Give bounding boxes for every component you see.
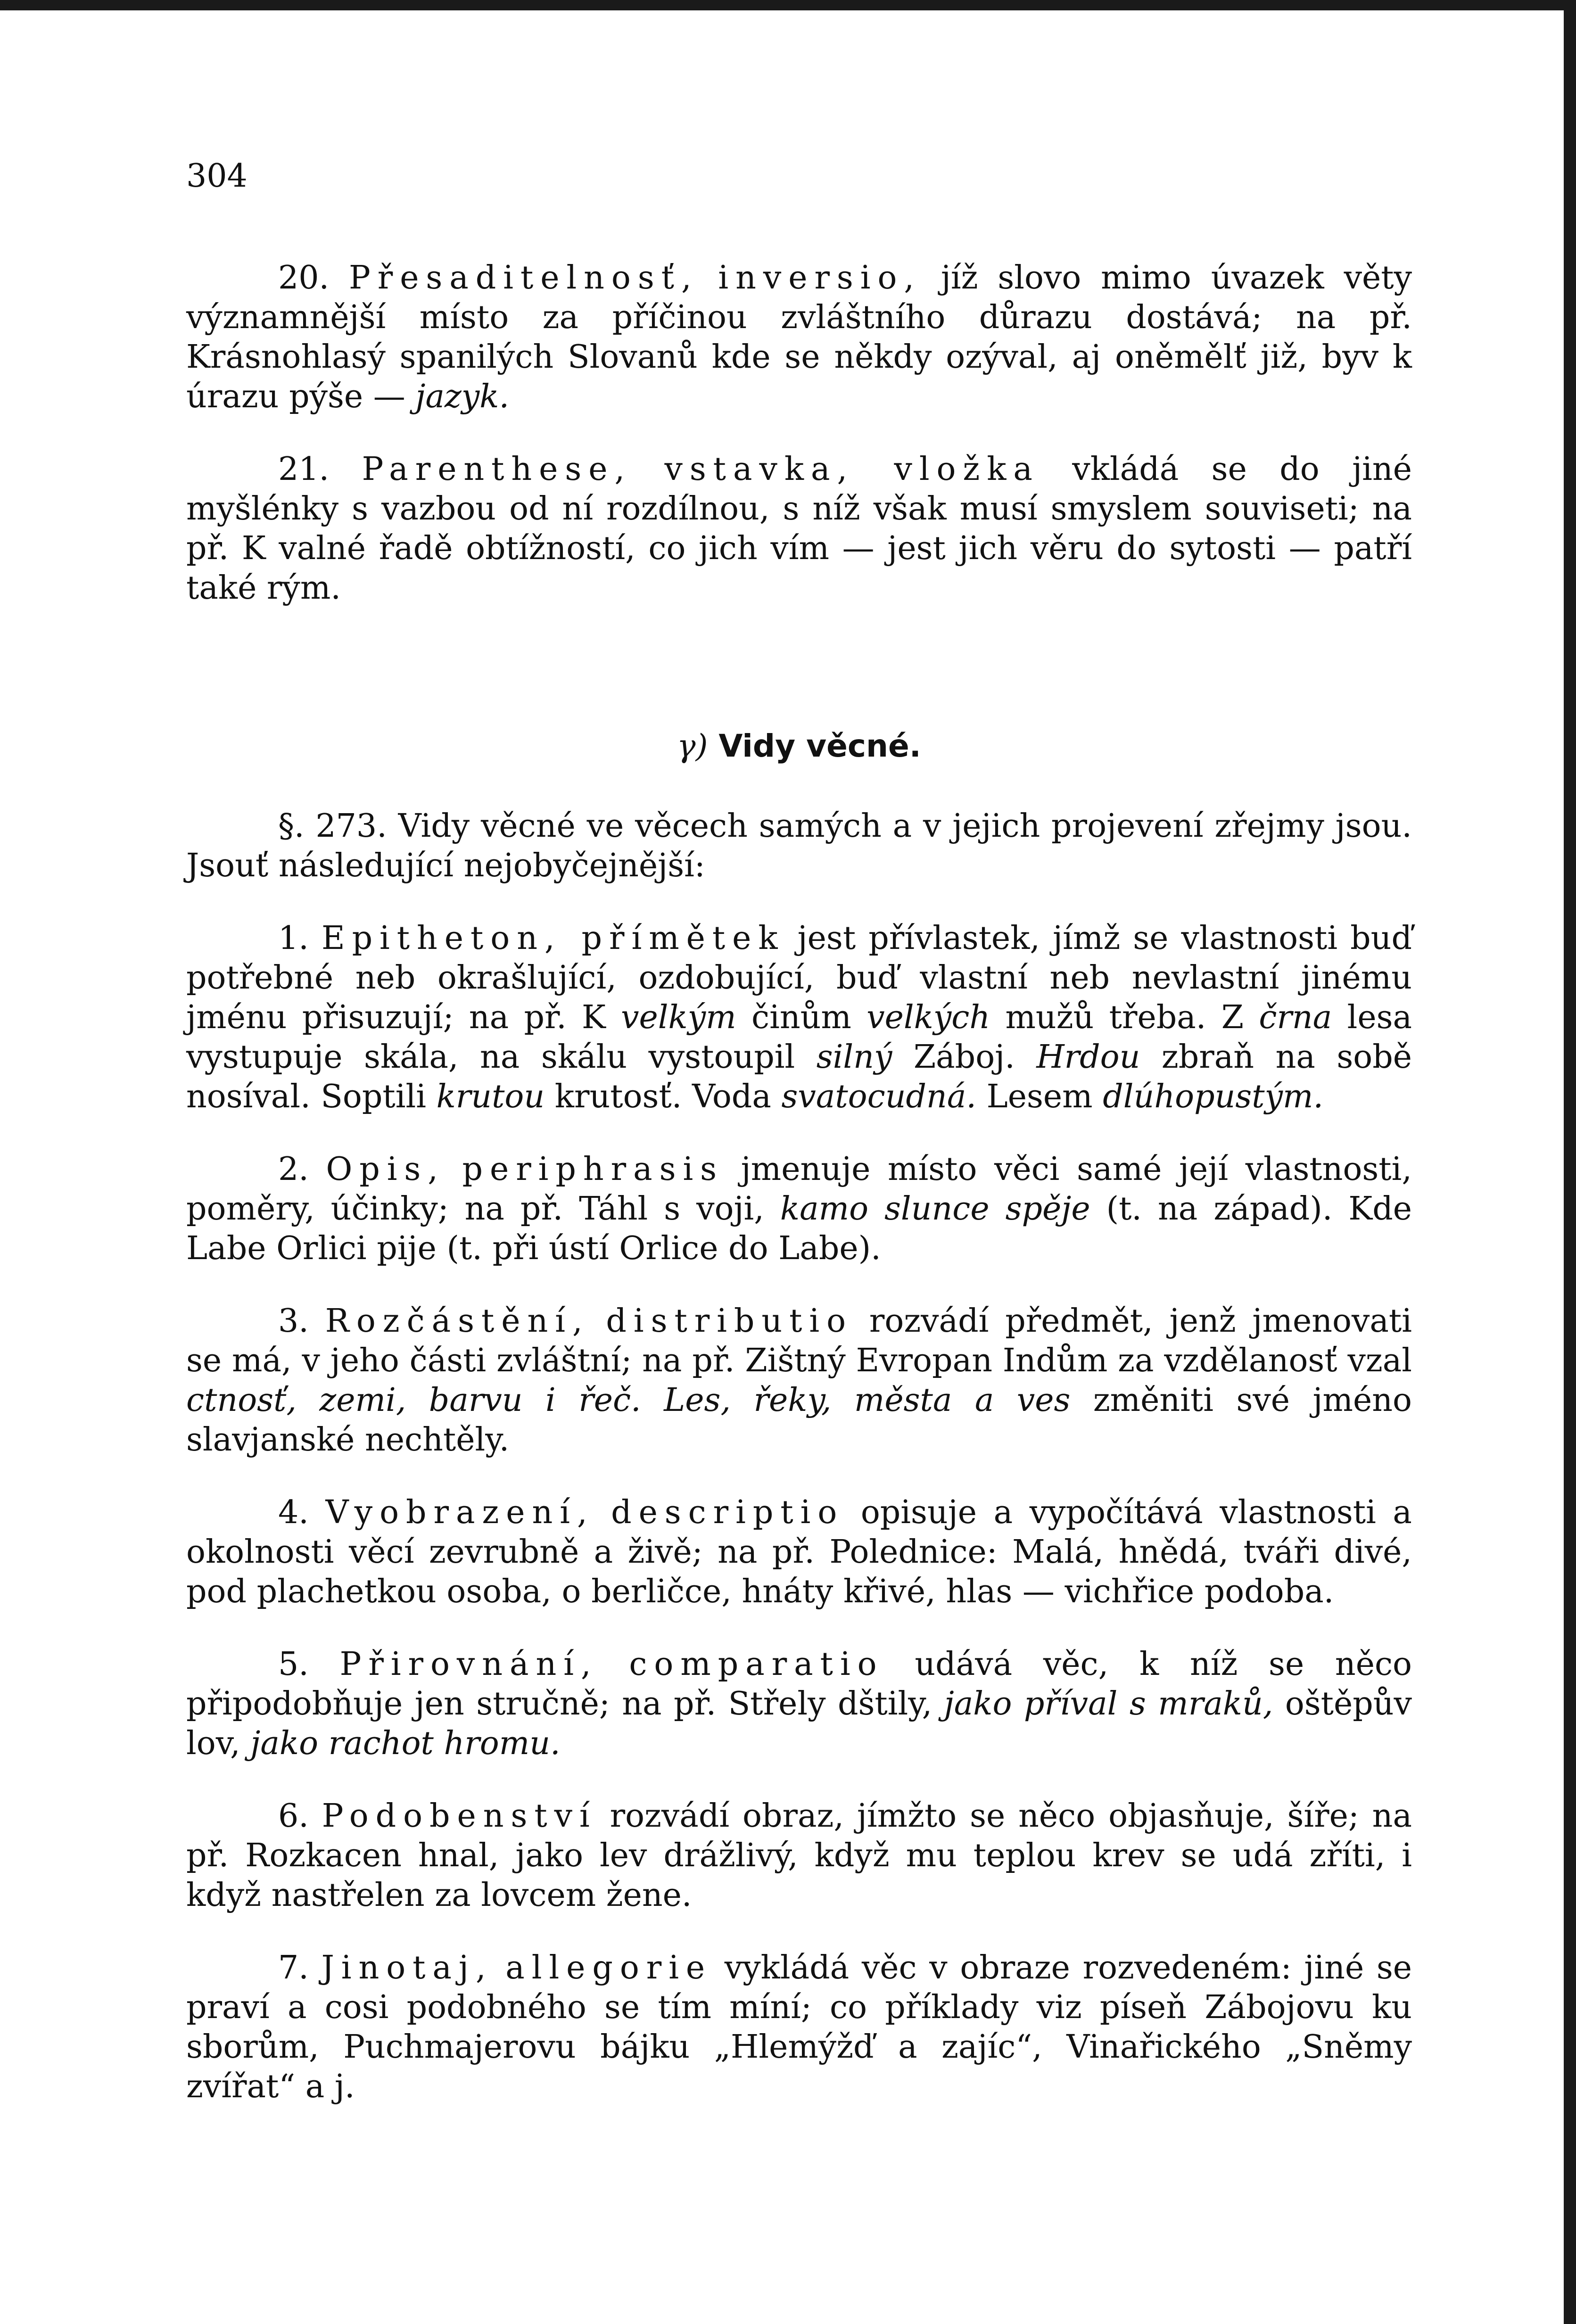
paragraph-21 [186,450,1412,608]
latin-term: periphrasis [462,1151,724,1188]
latin-term: comparatio [629,1646,884,1683]
example-italic: svatocudná. [781,1078,976,1115]
book-page [186,157,1412,2140]
heading-title: Vidy věcné. [718,728,921,764]
page-number: 304 [186,157,248,195]
paragraph-text: rozvádí obraz, jímžto se něco objasňuje, šíře; na př. Rozkacen hnal, jako lev drážlivý, když mu teplou krev se udá zříti, i když nastřelen za lovcem žene. [186,1797,1412,1914]
paragraph-text: vykládá věc v obraze rozvedeném: jiné se praví a cosi podobného se tím míní; co příklady viz píseň Zábojovu ku sborům, Puchmajerovu bájku „Hlemýžď a zajíc“, Vinařického „Sněmy zvířat“ a j. [186,1949,1412,2105]
paragraph-text: jest přívlastek, jímž se vlastnosti buď potřebné neb okrašlující, ozdobující, buď vlastní neb nevlastní jinému jménu přisuzují; na př. K [186,920,1412,1036]
item-number: 4. [278,1494,309,1531]
example-italic: krutou [436,1078,545,1115]
term: Přesaditelnosť, [349,259,699,297]
example-italic: jazyk. [415,378,510,415]
paragraph-text: (t. na západ). Kde Labe Orlici pije (t. při ústí Orlice do Labe). [186,1190,1412,1267]
paragraph-text: Záboj. [913,1038,1015,1076]
item-number: 21. [278,451,330,488]
item-number: 20. [278,259,330,297]
paragraph-text: zbraň na sobě nosíval. Soptili [186,1038,1412,1115]
term: Epitheton, přímětek [321,920,785,957]
paragraph-text: oštěpův lov, [186,1685,1412,1762]
paragraph-4 [186,1493,1412,1612]
paragraph-text: změniti své jméno slavjanské nechtěly. [186,1382,1412,1459]
term: Vyobrazení, [325,1494,594,1531]
item-number: 1. [278,920,309,957]
item-number: 3. [278,1302,309,1340]
item-number: 6. [278,1797,309,1835]
paragraph-20 [186,258,1412,417]
paragraph-2 [186,1150,1412,1269]
term: Jinotaj, [321,1949,493,1986]
item-number: 7. [278,1949,309,1986]
item-number: 5. [278,1646,309,1683]
paragraph-text: činům [751,999,851,1036]
paragraph-text: lesa vystupuje skála, na skálu vystoupil [186,999,1412,1076]
paragraph-text: jíž slovo mimo úvazek věty významnější místo za příčinou zvláštního důrazu dostává; na př. Krásnohlasý spanilých Slovanů kde se někdy ozýval, aj oněmělť již, byv k úrazu pýše — [186,259,1412,415]
paragraph-text: mužů třeba. Z [1005,999,1244,1036]
section-heading [186,728,1412,764]
example-italic: črna [1259,999,1332,1036]
item-number: 2. [278,1151,309,1188]
term: Podobenství [322,1797,597,1835]
example-italic: Hrdou [1036,1038,1140,1076]
paragraph-text: rozvádí předmět, jenž jmenovati se má, v jeho části zvláštní; na př. Zištný Evropan Indům za vzdělanosť vzal [186,1302,1412,1379]
paragraph-text: udává věc, k níž se něco připodobňuje jen stručně; na př. Střely dštily, [186,1646,1412,1722]
paragraph-text: Lesem [986,1078,1093,1115]
paragraph-6 [186,1797,1412,1915]
term: Opis, [326,1151,445,1188]
scan-border-right [1564,0,1576,2324]
latin-term: inversio, [718,259,921,297]
example-italic: jako příval s mraků, [944,1685,1273,1722]
example-italic: velkým [621,999,736,1036]
paragraph-7 [186,1948,1412,2107]
section-273: §. 273. Vidy věcné ve věcech samých a v jejich projevení zřejmy jsou. Jsouť následující nejobyčejnější: [186,808,1412,884]
latin-term: descriptio [611,1494,844,1531]
example-italic: velkých [866,999,990,1036]
example-italic: silný [816,1038,892,1076]
paragraph-text: vkládá se do jiné myšlénky s vazbou od ní rozdílnou, s níž však musí smyslem souviseti; na př. K valné řadě obtížností, co jich vím — jest jich věru do sytosti — patří také rým. [186,451,1412,607]
example-italic: jako rachot hromu. [250,1725,561,1762]
example-italic: dlúhopustým. [1103,1078,1324,1115]
paragraph-3 [186,1302,1412,1460]
term: Parenthese, [362,451,632,488]
paragraph-1 [186,919,1412,1117]
example-italic: ctnosť, zemi, barvu i řeč. Les, řeky, města a ves [186,1382,1071,1419]
heading-letter: γ) [677,728,708,764]
latin-term: vstavka, vložka [664,451,1040,488]
paragraph-5 [186,1645,1412,1764]
term: Přirovnání, [339,1646,598,1683]
paragraph-text: jmenuje místo věci samé její vlastnosti, poměry, účinky; na př. Táhl s voji, [186,1151,1412,1228]
latin-term: allegorie [505,1949,712,1986]
latin-term: distributio [606,1302,853,1340]
term: Rozčástění, [325,1302,590,1340]
scan-border-top [0,0,1576,10]
paragraph-text: krutosť. Voda [554,1078,771,1115]
example-italic: kamo slunce spěje [780,1190,1090,1228]
paragraph-text: opisuje a vypočítává vlastnosti a okolnosti věcí zevrubně a živě; na př. Polednice: Malá, hnědá, tváři divé, pod plachetkou osoba, o berličce, hnáty křivé, hlas — vichřice podoba. [186,1494,1412,1610]
